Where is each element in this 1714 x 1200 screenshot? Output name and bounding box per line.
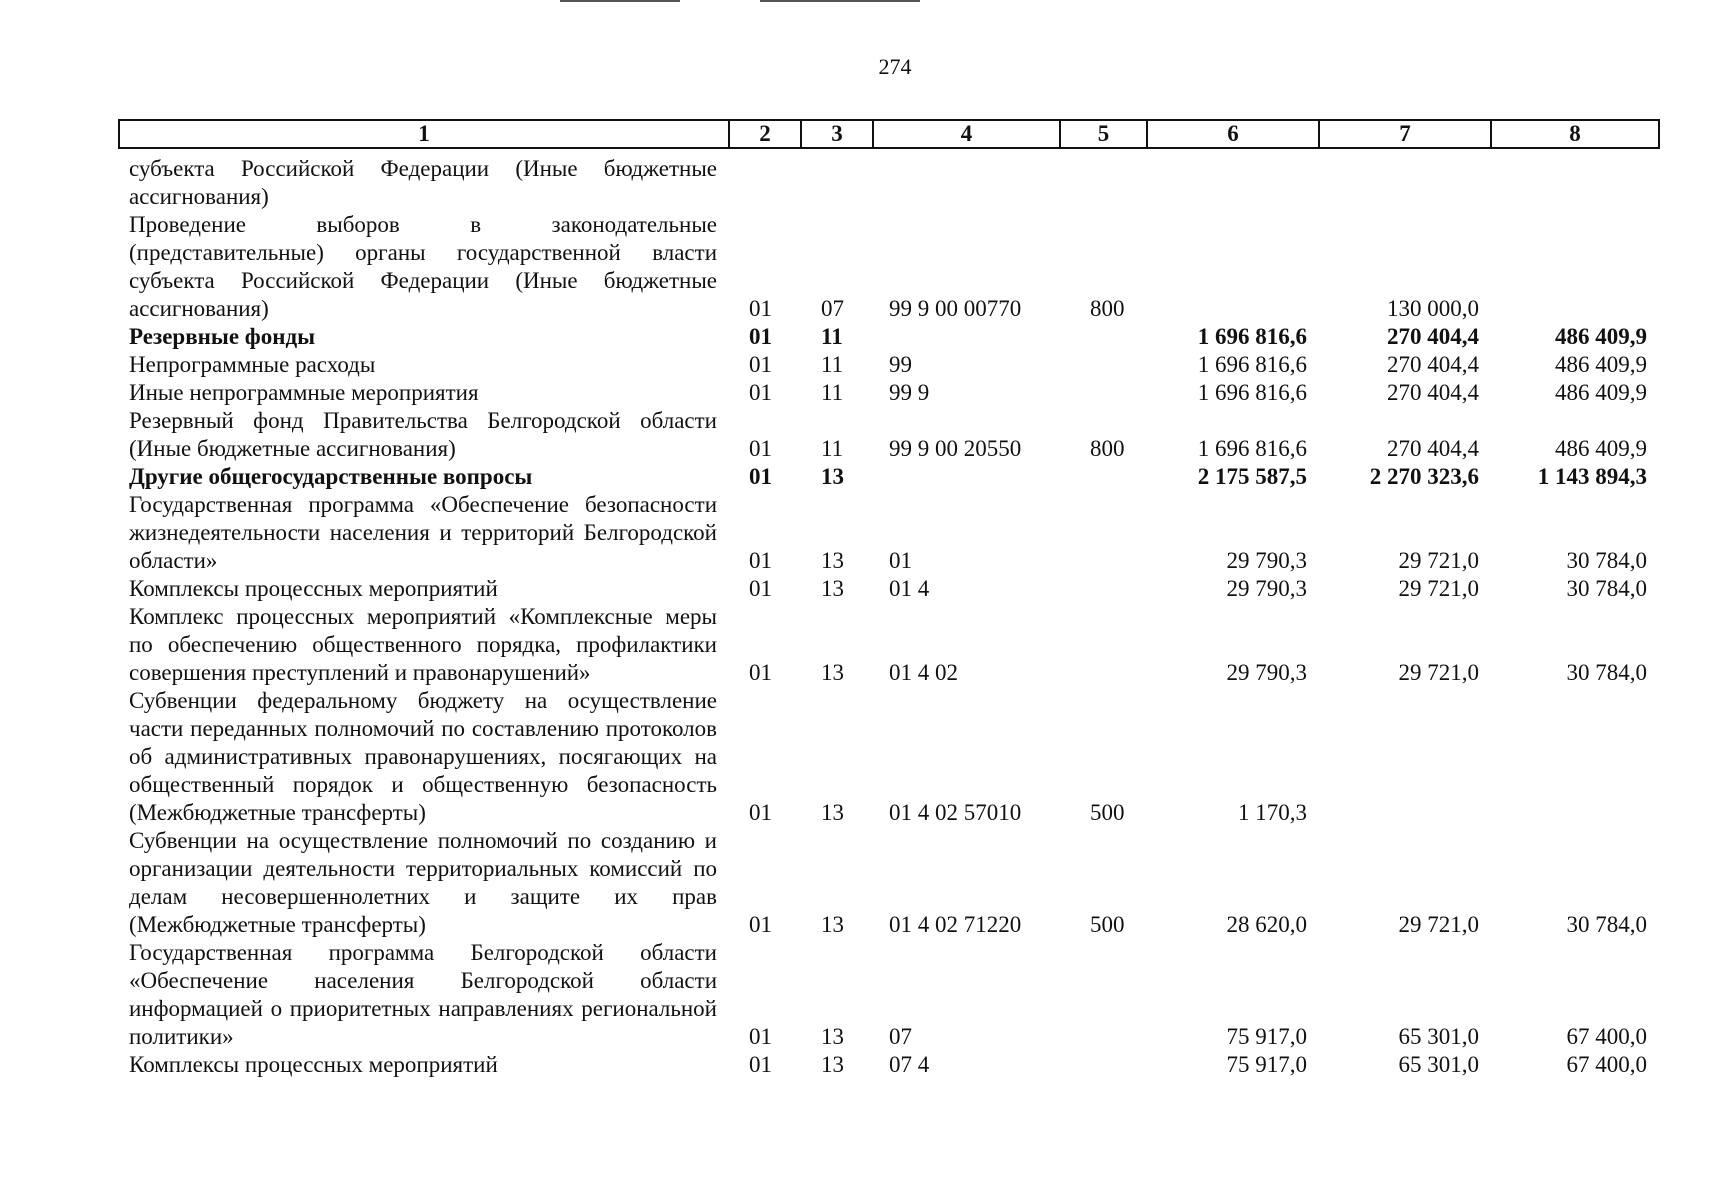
- row-section-code: 01: [749, 800, 772, 825]
- row-amount-7: 29 721,0: [1398, 912, 1479, 937]
- row-section-code: 01: [749, 380, 772, 405]
- table-header-row: [119, 120, 1659, 148]
- row-amount-7: 270 404,4: [1387, 436, 1479, 461]
- table-row: [119, 491, 1659, 575]
- row-expense-type: [1060, 148, 1147, 211]
- row-amount-6: 75 917,0: [1226, 1024, 1307, 1049]
- row-subsection-code: 11: [821, 352, 844, 377]
- row-target-code: 99 9: [889, 380, 930, 405]
- row-amount-8: 486 409,9: [1555, 324, 1647, 349]
- row-section-code: 01: [749, 576, 772, 601]
- row-amount-6: 75 917,0: [1226, 1052, 1307, 1077]
- page-number: 274: [878, 54, 912, 79]
- row-amount-7: 130 000,0: [1387, 296, 1479, 321]
- row-target-code: 07: [889, 1024, 912, 1049]
- row-target-code: 01: [889, 548, 912, 573]
- row-name: Комплекс процессных мероприятий «Комплексные меры по обеспечению общественного порядка, профилактики совершения преступлений и правонарушений»: [129, 604, 717, 685]
- table-row: [119, 463, 1659, 491]
- row-amount-8: [1491, 687, 1659, 827]
- row-section-code: 01: [749, 436, 772, 461]
- row-expense-type: [1060, 603, 1147, 687]
- row-section-code: 01: [749, 464, 772, 489]
- column-header: 1: [119, 120, 729, 148]
- row-subsection-code: 13: [821, 1052, 844, 1077]
- row-name: Резервный фонд Правительства Белгородской области (Иные бюджетные ассигнования): [129, 408, 717, 461]
- row-amount-6: 1 170,3: [1238, 800, 1307, 825]
- row-amount-8: 67 400,0: [1566, 1024, 1647, 1049]
- table-row: [119, 827, 1659, 939]
- row-amount-8: 30 784,0: [1566, 912, 1647, 937]
- row-subsection-code: 13: [821, 576, 844, 601]
- row-amount-6: 29 790,3: [1226, 548, 1307, 573]
- scan-artifact: [760, 0, 920, 2]
- row-name: Непрограммные расходы: [129, 352, 376, 377]
- row-name: Комплексы процессных мероприятий: [129, 576, 498, 601]
- table-row: [119, 148, 1659, 211]
- row-target-code: 01 4 02 57010: [889, 800, 1022, 825]
- row-expense-type: [1060, 323, 1147, 351]
- row-target-code: 01 4 02: [889, 660, 958, 685]
- row-amount-8: 486 409,9: [1555, 352, 1647, 377]
- row-subsection-code: 13: [821, 1024, 844, 1049]
- row-name: Государственная программа Белгородской области «Обеспечение населения Белгородской области информацией о приоритетных направлениях региональной политики»: [129, 940, 717, 1049]
- row-amount-6: 29 790,3: [1226, 660, 1307, 685]
- row-target-code: [873, 148, 1060, 211]
- row-expense-type: [1060, 463, 1147, 491]
- row-target-code: 01 4 02 71220: [889, 912, 1022, 937]
- row-name: Проведение выборов в законодательные (представительные) органы государственной власти субъекта Российской Федерации (Иные бюджетные ассигнования): [129, 212, 717, 321]
- row-amount-6: 1 696 816,6: [1197, 380, 1307, 405]
- row-subsection-code: 13: [821, 912, 844, 937]
- row-expense-type: [1060, 575, 1147, 603]
- row-section-code: 01: [749, 1024, 772, 1049]
- row-name: Иные непрограммные мероприятия: [129, 380, 479, 405]
- row-name: Комплексы процессных мероприятий: [129, 1052, 498, 1077]
- table-row: [119, 603, 1659, 687]
- row-section-code: 01: [749, 660, 772, 685]
- row-expense-type: 500: [1090, 912, 1125, 937]
- row-amount-8: 486 409,9: [1555, 436, 1647, 461]
- row-expense-type: [1060, 939, 1147, 1051]
- table-row: [119, 323, 1659, 351]
- row-amount-8: 486 409,9: [1555, 380, 1647, 405]
- row-expense-type: [1060, 1051, 1147, 1079]
- row-section-code: 01: [749, 296, 772, 321]
- row-amount-6: 28 620,0: [1226, 912, 1307, 937]
- row-amount-6: 1 696 816,6: [1197, 324, 1307, 349]
- table-body: [119, 148, 1659, 1079]
- row-amount-7: 29 721,0: [1398, 548, 1479, 573]
- row-section-code: 01: [749, 352, 772, 377]
- row-amount-7: [1319, 687, 1491, 827]
- row-amount-6: 2 175 587,5: [1197, 464, 1307, 489]
- column-header: 4: [873, 120, 1060, 148]
- row-section-code: [729, 148, 801, 211]
- row-name: Другие общегосударственные вопросы: [129, 464, 533, 489]
- row-target-code: 99 9 00 20550: [889, 436, 1022, 461]
- row-amount-8: 1 143 894,3: [1537, 464, 1647, 489]
- row-expense-type: [1060, 379, 1147, 407]
- row-amount-8: 67 400,0: [1566, 1052, 1647, 1077]
- row-name: субъекта Российской Федерации (Иные бюджетные ассигнования): [129, 156, 717, 209]
- row-amount-7: 65 301,0: [1398, 1024, 1479, 1049]
- row-subsection-code: 13: [821, 660, 844, 685]
- row-amount-6: 1 696 816,6: [1197, 436, 1307, 461]
- table-row: [119, 211, 1659, 323]
- column-header: 3: [801, 120, 873, 148]
- row-target-code: 01 4: [889, 576, 930, 601]
- column-header: 6: [1147, 120, 1319, 148]
- row-subsection-code: 13: [821, 464, 844, 489]
- column-header: 8: [1491, 120, 1659, 148]
- row-expense-type: [1060, 351, 1147, 379]
- row-section-code: 01: [749, 324, 772, 349]
- row-target-code: 99 9 00 00770: [889, 296, 1022, 321]
- column-header: 2: [729, 120, 801, 148]
- row-subsection-code: 13: [821, 548, 844, 573]
- row-amount-7: 65 301,0: [1398, 1052, 1479, 1077]
- row-name: Резервные фонды: [129, 324, 316, 349]
- table-row: [119, 351, 1659, 379]
- row-subsection-code: 11: [821, 324, 843, 349]
- row-section-code: 01: [749, 912, 772, 937]
- row-amount-6: 1 696 816,6: [1197, 352, 1307, 377]
- row-expense-type: 800: [1090, 296, 1125, 321]
- row-target-code: 07 4: [889, 1052, 930, 1077]
- row-subsection-code: 11: [821, 380, 844, 405]
- row-amount-8: 30 784,0: [1566, 660, 1647, 685]
- row-amount-6: [1147, 148, 1319, 211]
- row-amount-7: 2 270 323,6: [1369, 464, 1479, 489]
- row-amount-8: [1491, 211, 1659, 323]
- table-row: [119, 1051, 1659, 1079]
- row-subsection-code: 11: [821, 436, 844, 461]
- row-amount-8: 30 784,0: [1566, 576, 1647, 601]
- row-expense-type: [1060, 491, 1147, 575]
- row-name: Субвенции федеральному бюджету на осуществление части переданных полномочий по составлению протоколов об административных правонарушениях, посягающих на общественный порядок и общественную безопасность (Межбюджетные трансферты): [129, 688, 717, 825]
- row-subsection-code: [801, 148, 873, 211]
- row-amount-8: [1491, 148, 1659, 211]
- table-row: [119, 687, 1659, 827]
- row-amount-7: [1319, 148, 1491, 211]
- scan-artifact: [560, 0, 680, 2]
- row-subsection-code: 13: [821, 800, 844, 825]
- row-name: Субвенции на осуществление полномочий по созданию и организации деятельности территориальных комиссий по делам несовершеннолетних и защите их прав (Межбюджетные трансферты): [129, 828, 717, 937]
- row-amount-6: 29 790,3: [1226, 576, 1307, 601]
- table-row: [119, 939, 1659, 1051]
- table-row: [119, 575, 1659, 603]
- row-amount-8: 30 784,0: [1566, 548, 1647, 573]
- row-expense-type: 800: [1090, 436, 1125, 461]
- table-row: [119, 379, 1659, 407]
- budget-table: [118, 119, 1660, 1079]
- column-header: 5: [1060, 120, 1147, 148]
- row-target-code: 99: [889, 352, 912, 377]
- row-section-code: 01: [749, 1052, 772, 1077]
- row-subsection-code: 07: [821, 296, 844, 321]
- row-target-code: [873, 463, 1060, 491]
- row-amount-7: 270 404,4: [1387, 324, 1479, 349]
- row-expense-type: 500: [1090, 800, 1125, 825]
- table-row: [119, 407, 1659, 463]
- row-target-code: [873, 323, 1060, 351]
- row-amount-7: 29 721,0: [1398, 660, 1479, 685]
- row-amount-7: 270 404,4: [1387, 352, 1479, 377]
- row-section-code: 01: [749, 548, 772, 573]
- row-amount-7: 29 721,0: [1398, 576, 1479, 601]
- row-amount-7: 270 404,4: [1387, 380, 1479, 405]
- row-amount-6: [1147, 211, 1319, 323]
- column-header: 7: [1319, 120, 1491, 148]
- row-name: Государственная программа «Обеспечение безопасности жизнедеятельности населения и территорий Белгородской области»: [129, 492, 717, 573]
